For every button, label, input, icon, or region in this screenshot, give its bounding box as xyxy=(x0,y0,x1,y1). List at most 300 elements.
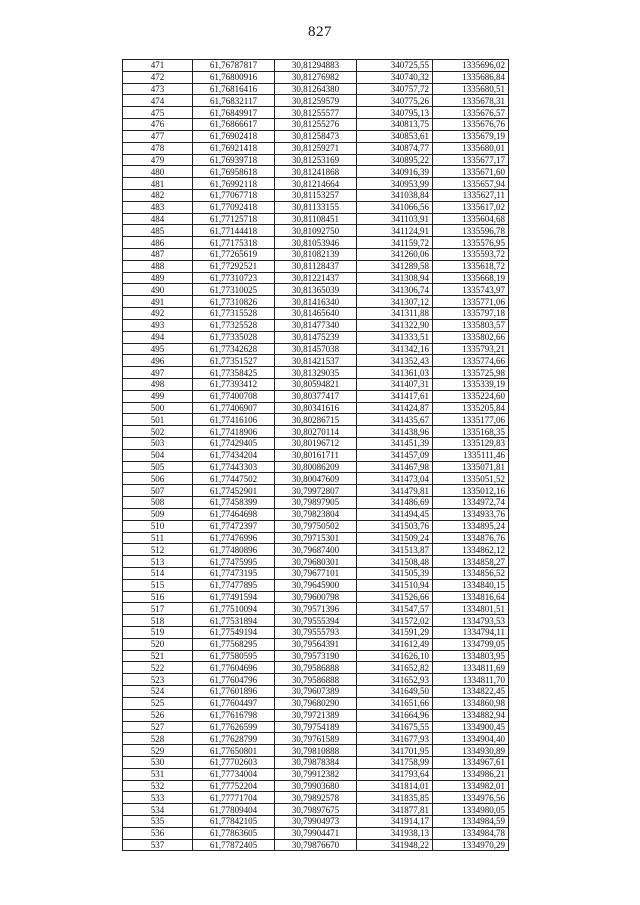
table-row xyxy=(123,591,509,603)
longitude-cell: 30,81465640 xyxy=(275,308,357,320)
table-row xyxy=(123,816,509,828)
longitude-cell: 30,80196712 xyxy=(275,438,357,450)
latitude-cell: 61,77175318 xyxy=(193,237,275,249)
x-coordinate-cell: 341159,72 xyxy=(357,237,433,249)
x-coordinate-cell: 341407,31 xyxy=(357,378,433,390)
table-row xyxy=(123,119,509,131)
table-row xyxy=(123,249,509,261)
longitude-cell: 30,81092750 xyxy=(275,225,357,237)
longitude-cell: 30,81365039 xyxy=(275,284,357,296)
latitude-cell: 61,77447502 xyxy=(193,473,275,485)
table-row xyxy=(123,508,509,520)
longitude-cell: 30,79904973 xyxy=(275,816,357,828)
x-coordinate-cell: 341438,96 xyxy=(357,426,433,438)
page-number: 827 xyxy=(308,24,332,40)
latitude-cell: 61,77473195 xyxy=(193,567,275,579)
y-coordinate-cell: 1335604,68 xyxy=(433,213,509,225)
table-row xyxy=(123,308,509,320)
x-coordinate-cell: 341038,84 xyxy=(357,189,433,201)
y-coordinate-cell: 1335680,01 xyxy=(433,142,509,154)
longitude-cell: 30,80341616 xyxy=(275,402,357,414)
longitude-cell: 30,79972807 xyxy=(275,485,357,497)
point-number-cell: 511 xyxy=(123,532,193,544)
latitude-cell: 61,77809404 xyxy=(193,804,275,816)
point-number-cell: 512 xyxy=(123,544,193,556)
latitude-cell: 61,77475995 xyxy=(193,556,275,568)
point-number-cell: 497 xyxy=(123,367,193,379)
table-row xyxy=(123,721,509,733)
longitude-cell: 30,79564391 xyxy=(275,638,357,650)
longitude-cell: 30,81477340 xyxy=(275,319,357,331)
x-coordinate-cell: 341626,10 xyxy=(357,650,433,662)
latitude-cell: 61,77872405 xyxy=(193,839,275,851)
point-number-cell: 516 xyxy=(123,591,193,603)
table-row xyxy=(123,745,509,757)
x-coordinate-cell: 341479,81 xyxy=(357,485,433,497)
y-coordinate-cell: 1335774,66 xyxy=(433,355,509,367)
latitude-cell: 61,77771704 xyxy=(193,792,275,804)
x-coordinate-cell: 341505,39 xyxy=(357,567,433,579)
y-coordinate-cell: 1334856,52 xyxy=(433,567,509,579)
y-coordinate-cell: 1334933,76 xyxy=(433,508,509,520)
table-row xyxy=(123,272,509,284)
latitude-cell: 61,77125718 xyxy=(193,213,275,225)
table-row xyxy=(123,331,509,343)
table-row xyxy=(123,615,509,627)
point-number-cell: 523 xyxy=(123,674,193,686)
x-coordinate-cell: 341308,94 xyxy=(357,272,433,284)
coordinate-table xyxy=(122,59,509,851)
table-row xyxy=(123,556,509,568)
latitude-cell: 61,77580595 xyxy=(193,650,275,662)
y-coordinate-cell: 1335618,72 xyxy=(433,260,509,272)
longitude-cell: 30,81259579 xyxy=(275,95,357,107)
table-row xyxy=(123,225,509,237)
longitude-cell: 30,79878384 xyxy=(275,756,357,768)
latitude-cell: 61,77601896 xyxy=(193,686,275,698)
y-coordinate-cell: 1335676,76 xyxy=(433,119,509,131)
longitude-cell: 30,79823804 xyxy=(275,508,357,520)
point-number-cell: 471 xyxy=(123,60,193,72)
longitude-cell: 30,79715301 xyxy=(275,532,357,544)
x-coordinate-cell: 341612,49 xyxy=(357,638,433,650)
point-number-cell: 530 xyxy=(123,756,193,768)
longitude-cell: 30,79721389 xyxy=(275,709,357,721)
point-number-cell: 499 xyxy=(123,390,193,402)
x-coordinate-cell: 341914,17 xyxy=(357,816,433,828)
point-number-cell: 518 xyxy=(123,615,193,627)
point-number-cell: 487 xyxy=(123,249,193,261)
latitude-cell: 61,77443303 xyxy=(193,461,275,473)
y-coordinate-cell: 1334976,56 xyxy=(433,792,509,804)
point-number-cell: 514 xyxy=(123,567,193,579)
point-number-cell: 477 xyxy=(123,130,193,142)
latitude-cell: 61,77393412 xyxy=(193,378,275,390)
latitude-cell: 61,77310826 xyxy=(193,296,275,308)
longitude-cell: 30,79904471 xyxy=(275,827,357,839)
y-coordinate-cell: 1335679,19 xyxy=(433,130,509,142)
table-row xyxy=(123,130,509,142)
table-row xyxy=(123,804,509,816)
longitude-cell: 30,79754189 xyxy=(275,721,357,733)
x-coordinate-cell: 341361,03 xyxy=(357,367,433,379)
x-coordinate-cell: 341572,02 xyxy=(357,615,433,627)
table-row xyxy=(123,579,509,591)
y-coordinate-cell: 1335803,57 xyxy=(433,319,509,331)
y-coordinate-cell: 1335627,11 xyxy=(433,189,509,201)
point-number-cell: 522 xyxy=(123,662,193,674)
x-coordinate-cell: 340740,32 xyxy=(357,71,433,83)
x-coordinate-cell: 341417,61 xyxy=(357,390,433,402)
x-coordinate-cell: 340795,13 xyxy=(357,107,433,119)
table-row xyxy=(123,603,509,615)
table-row xyxy=(123,627,509,639)
longitude-cell: 30,79571396 xyxy=(275,603,357,615)
table-row xyxy=(123,461,509,473)
table-row xyxy=(123,438,509,450)
point-number-cell: 482 xyxy=(123,189,193,201)
y-coordinate-cell: 1335051,52 xyxy=(433,473,509,485)
longitude-cell: 30,79897675 xyxy=(275,804,357,816)
x-coordinate-cell: 340725,55 xyxy=(357,60,433,72)
longitude-cell: 30,79607389 xyxy=(275,686,357,698)
longitude-cell: 30,79555394 xyxy=(275,615,357,627)
table-row xyxy=(123,319,509,331)
x-coordinate-cell: 341652,93 xyxy=(357,674,433,686)
x-coordinate-cell: 340916,39 xyxy=(357,166,433,178)
longitude-cell: 30,81214664 xyxy=(275,178,357,190)
table-row xyxy=(123,390,509,402)
y-coordinate-cell: 1334980,05 xyxy=(433,804,509,816)
longitude-cell: 30,79586888 xyxy=(275,674,357,686)
longitude-cell: 30,79645900 xyxy=(275,579,357,591)
point-number-cell: 520 xyxy=(123,638,193,650)
point-number-cell: 472 xyxy=(123,71,193,83)
x-coordinate-cell: 340853,61 xyxy=(357,130,433,142)
y-coordinate-cell: 1334982,01 xyxy=(433,780,509,792)
point-number-cell: 485 xyxy=(123,225,193,237)
table-row xyxy=(123,780,509,792)
point-number-cell: 493 xyxy=(123,319,193,331)
point-number-cell: 528 xyxy=(123,733,193,745)
x-coordinate-cell: 341793,64 xyxy=(357,768,433,780)
point-number-cell: 529 xyxy=(123,745,193,757)
x-coordinate-cell: 341526,66 xyxy=(357,591,433,603)
x-coordinate-cell: 340953,99 xyxy=(357,178,433,190)
latitude-cell: 61,77549194 xyxy=(193,627,275,639)
x-coordinate-cell: 341503,76 xyxy=(357,520,433,532)
latitude-cell: 61,77292521 xyxy=(193,260,275,272)
latitude-cell: 61,76902418 xyxy=(193,130,275,142)
y-coordinate-cell: 1335224,60 xyxy=(433,390,509,402)
x-coordinate-cell: 341457,09 xyxy=(357,449,433,461)
longitude-cell: 30,81082139 xyxy=(275,249,357,261)
table-row xyxy=(123,839,509,851)
point-number-cell: 531 xyxy=(123,768,193,780)
longitude-cell: 30,79761589 xyxy=(275,733,357,745)
latitude-cell: 61,77310025 xyxy=(193,284,275,296)
latitude-cell: 61,76866617 xyxy=(193,119,275,131)
point-number-cell: 491 xyxy=(123,296,193,308)
point-number-cell: 503 xyxy=(123,438,193,450)
x-coordinate-cell: 341513,87 xyxy=(357,544,433,556)
longitude-cell: 30,81276982 xyxy=(275,71,357,83)
table-row xyxy=(123,107,509,119)
y-coordinate-cell: 1335797,18 xyxy=(433,308,509,320)
longitude-cell: 30,79586888 xyxy=(275,662,357,674)
point-number-cell: 489 xyxy=(123,272,193,284)
y-coordinate-cell: 1335725,98 xyxy=(433,367,509,379)
y-coordinate-cell: 1334816,64 xyxy=(433,591,509,603)
longitude-cell: 30,80377417 xyxy=(275,390,357,402)
y-coordinate-cell: 1334930,89 xyxy=(433,745,509,757)
longitude-cell: 30,79912382 xyxy=(275,768,357,780)
latitude-cell: 61,77335028 xyxy=(193,331,275,343)
y-coordinate-cell: 1334972,74 xyxy=(433,497,509,509)
x-coordinate-cell: 341289,58 xyxy=(357,260,433,272)
y-coordinate-cell: 1335617,02 xyxy=(433,201,509,213)
point-number-cell: 488 xyxy=(123,260,193,272)
y-coordinate-cell: 1335177,06 xyxy=(433,414,509,426)
point-number-cell: 513 xyxy=(123,556,193,568)
longitude-cell: 30,80594821 xyxy=(275,378,357,390)
point-number-cell: 473 xyxy=(123,83,193,95)
longitude-cell: 30,81259271 xyxy=(275,142,357,154)
point-number-cell: 506 xyxy=(123,473,193,485)
y-coordinate-cell: 1335012,16 xyxy=(433,485,509,497)
y-coordinate-cell: 1334900,45 xyxy=(433,721,509,733)
y-coordinate-cell: 1334801,51 xyxy=(433,603,509,615)
table-row xyxy=(123,449,509,461)
x-coordinate-cell: 341664,96 xyxy=(357,709,433,721)
longitude-cell: 30,79600798 xyxy=(275,591,357,603)
x-coordinate-cell: 340775,26 xyxy=(357,95,433,107)
point-number-cell: 501 xyxy=(123,414,193,426)
x-coordinate-cell: 341494,45 xyxy=(357,508,433,520)
longitude-cell: 30,80086209 xyxy=(275,461,357,473)
table-row xyxy=(123,60,509,72)
table-row xyxy=(123,296,509,308)
x-coordinate-cell: 341651,66 xyxy=(357,697,433,709)
point-number-cell: 478 xyxy=(123,142,193,154)
x-coordinate-cell: 341938,13 xyxy=(357,827,433,839)
y-coordinate-cell: 1334876,76 xyxy=(433,532,509,544)
longitude-cell: 30,79680290 xyxy=(275,697,357,709)
table-row xyxy=(123,544,509,556)
table-row xyxy=(123,95,509,107)
point-number-cell: 535 xyxy=(123,816,193,828)
x-coordinate-cell: 341486,69 xyxy=(357,497,433,509)
y-coordinate-cell: 1335671,60 xyxy=(433,166,509,178)
point-number-cell: 500 xyxy=(123,402,193,414)
longitude-cell: 30,80286715 xyxy=(275,414,357,426)
x-coordinate-cell: 341307,12 xyxy=(357,296,433,308)
table-row xyxy=(123,532,509,544)
y-coordinate-cell: 1334811,70 xyxy=(433,674,509,686)
y-coordinate-cell: 1335668,19 xyxy=(433,272,509,284)
y-coordinate-cell: 1334895,24 xyxy=(433,520,509,532)
x-coordinate-cell: 341306,74 xyxy=(357,284,433,296)
y-coordinate-cell: 1335676,57 xyxy=(433,107,509,119)
longitude-cell: 30,79750502 xyxy=(275,520,357,532)
table-row xyxy=(123,686,509,698)
longitude-cell: 30,81133155 xyxy=(275,201,357,213)
y-coordinate-cell: 1335205,84 xyxy=(433,402,509,414)
longitude-cell: 30,81241868 xyxy=(275,166,357,178)
x-coordinate-cell: 341701,95 xyxy=(357,745,433,757)
longitude-cell: 30,81258473 xyxy=(275,130,357,142)
y-coordinate-cell: 1334858,27 xyxy=(433,556,509,568)
longitude-cell: 30,79687400 xyxy=(275,544,357,556)
x-coordinate-cell: 341066,56 xyxy=(357,201,433,213)
y-coordinate-cell: 1335680,51 xyxy=(433,83,509,95)
latitude-cell: 61,77325528 xyxy=(193,319,275,331)
x-coordinate-cell: 340813,75 xyxy=(357,119,433,131)
table-row xyxy=(123,733,509,745)
y-coordinate-cell: 1334862,12 xyxy=(433,544,509,556)
y-coordinate-cell: 1334799,05 xyxy=(433,638,509,650)
table-row xyxy=(123,201,509,213)
point-number-cell: 527 xyxy=(123,721,193,733)
point-number-cell: 496 xyxy=(123,355,193,367)
y-coordinate-cell: 1335678,31 xyxy=(433,95,509,107)
latitude-cell: 61,77406907 xyxy=(193,402,275,414)
latitude-cell: 61,77604796 xyxy=(193,674,275,686)
latitude-cell: 61,77458399 xyxy=(193,497,275,509)
longitude-cell: 30,79573190 xyxy=(275,650,357,662)
latitude-cell: 61,77842105 xyxy=(193,816,275,828)
point-number-cell: 505 xyxy=(123,461,193,473)
latitude-cell: 61,76787817 xyxy=(193,60,275,72)
point-number-cell: 474 xyxy=(123,95,193,107)
table-row xyxy=(123,154,509,166)
y-coordinate-cell: 1334882,94 xyxy=(433,709,509,721)
longitude-cell: 30,81475239 xyxy=(275,331,357,343)
longitude-cell: 30,81421537 xyxy=(275,355,357,367)
longitude-cell: 30,79677101 xyxy=(275,567,357,579)
x-coordinate-cell: 341473,04 xyxy=(357,473,433,485)
table-row xyxy=(123,567,509,579)
y-coordinate-cell: 1334793,53 xyxy=(433,615,509,627)
longitude-cell: 30,81221437 xyxy=(275,272,357,284)
latitude-cell: 61,77616798 xyxy=(193,709,275,721)
y-coordinate-cell: 1334811,69 xyxy=(433,662,509,674)
x-coordinate-cell: 341649,50 xyxy=(357,686,433,698)
point-number-cell: 498 xyxy=(123,378,193,390)
point-number-cell: 524 xyxy=(123,686,193,698)
table-row xyxy=(123,343,509,355)
longitude-cell: 30,81128437 xyxy=(275,260,357,272)
x-coordinate-cell: 341322,90 xyxy=(357,319,433,331)
latitude-cell: 61,77358425 xyxy=(193,367,275,379)
x-coordinate-cell: 340895,22 xyxy=(357,154,433,166)
point-number-cell: 484 xyxy=(123,213,193,225)
x-coordinate-cell: 341677,93 xyxy=(357,733,433,745)
longitude-cell: 30,81416340 xyxy=(275,296,357,308)
y-coordinate-cell: 1335168,35 xyxy=(433,426,509,438)
longitude-cell: 30,79903680 xyxy=(275,780,357,792)
x-coordinate-cell: 341508,48 xyxy=(357,556,433,568)
table-row xyxy=(123,178,509,190)
latitude-cell: 61,77310723 xyxy=(193,272,275,284)
point-number-cell: 494 xyxy=(123,331,193,343)
point-number-cell: 502 xyxy=(123,426,193,438)
latitude-cell: 61,77568295 xyxy=(193,638,275,650)
point-number-cell: 492 xyxy=(123,308,193,320)
point-number-cell: 526 xyxy=(123,709,193,721)
y-coordinate-cell: 1334967,61 xyxy=(433,756,509,768)
longitude-cell: 30,81053946 xyxy=(275,237,357,249)
point-number-cell: 480 xyxy=(123,166,193,178)
point-number-cell: 519 xyxy=(123,627,193,639)
table-row xyxy=(123,71,509,83)
latitude-cell: 61,77476996 xyxy=(193,532,275,544)
latitude-cell: 61,76816416 xyxy=(193,83,275,95)
latitude-cell: 61,76832117 xyxy=(193,95,275,107)
table-row xyxy=(123,638,509,650)
table-row xyxy=(123,402,509,414)
x-coordinate-cell: 341435,67 xyxy=(357,414,433,426)
y-coordinate-cell: 1335596,78 xyxy=(433,225,509,237)
longitude-cell: 30,79876670 xyxy=(275,839,357,851)
y-coordinate-cell: 1334970,29 xyxy=(433,839,509,851)
point-number-cell: 481 xyxy=(123,178,193,190)
y-coordinate-cell: 1335802,66 xyxy=(433,331,509,343)
table-row xyxy=(123,189,509,201)
table-row xyxy=(123,166,509,178)
latitude-cell: 61,77434204 xyxy=(193,449,275,461)
x-coordinate-cell: 341333,51 xyxy=(357,331,433,343)
table-row xyxy=(123,426,509,438)
point-number-cell: 534 xyxy=(123,804,193,816)
table-row xyxy=(123,142,509,154)
longitude-cell: 30,81253169 xyxy=(275,154,357,166)
point-number-cell: 532 xyxy=(123,780,193,792)
longitude-cell: 30,79892578 xyxy=(275,792,357,804)
point-number-cell: 536 xyxy=(123,827,193,839)
longitude-cell: 30,80047609 xyxy=(275,473,357,485)
y-coordinate-cell: 1334794,11 xyxy=(433,627,509,639)
x-coordinate-cell: 341814,01 xyxy=(357,780,433,792)
x-coordinate-cell: 341467,98 xyxy=(357,461,433,473)
latitude-cell: 61,77265619 xyxy=(193,249,275,261)
x-coordinate-cell: 341652,82 xyxy=(357,662,433,674)
point-number-cell: 495 xyxy=(123,343,193,355)
x-coordinate-cell: 341758,99 xyxy=(357,756,433,768)
latitude-cell: 61,77734004 xyxy=(193,768,275,780)
latitude-cell: 61,77416106 xyxy=(193,414,275,426)
point-number-cell: 525 xyxy=(123,697,193,709)
table-row xyxy=(123,792,509,804)
table-row xyxy=(123,768,509,780)
y-coordinate-cell: 1335677,17 xyxy=(433,154,509,166)
table-row xyxy=(123,709,509,721)
x-coordinate-cell: 341509,24 xyxy=(357,532,433,544)
table-row xyxy=(123,260,509,272)
latitude-cell: 61,77472397 xyxy=(193,520,275,532)
point-number-cell: 533 xyxy=(123,792,193,804)
table-row xyxy=(123,284,509,296)
table-row xyxy=(123,497,509,509)
point-number-cell: 510 xyxy=(123,520,193,532)
latitude-cell: 61,77650801 xyxy=(193,745,275,757)
y-coordinate-cell: 1334860,98 xyxy=(433,697,509,709)
point-number-cell: 504 xyxy=(123,449,193,461)
latitude-cell: 61,77315528 xyxy=(193,308,275,320)
longitude-cell: 30,81255276 xyxy=(275,119,357,131)
latitude-cell: 61,77752204 xyxy=(193,780,275,792)
point-number-cell: 479 xyxy=(123,154,193,166)
